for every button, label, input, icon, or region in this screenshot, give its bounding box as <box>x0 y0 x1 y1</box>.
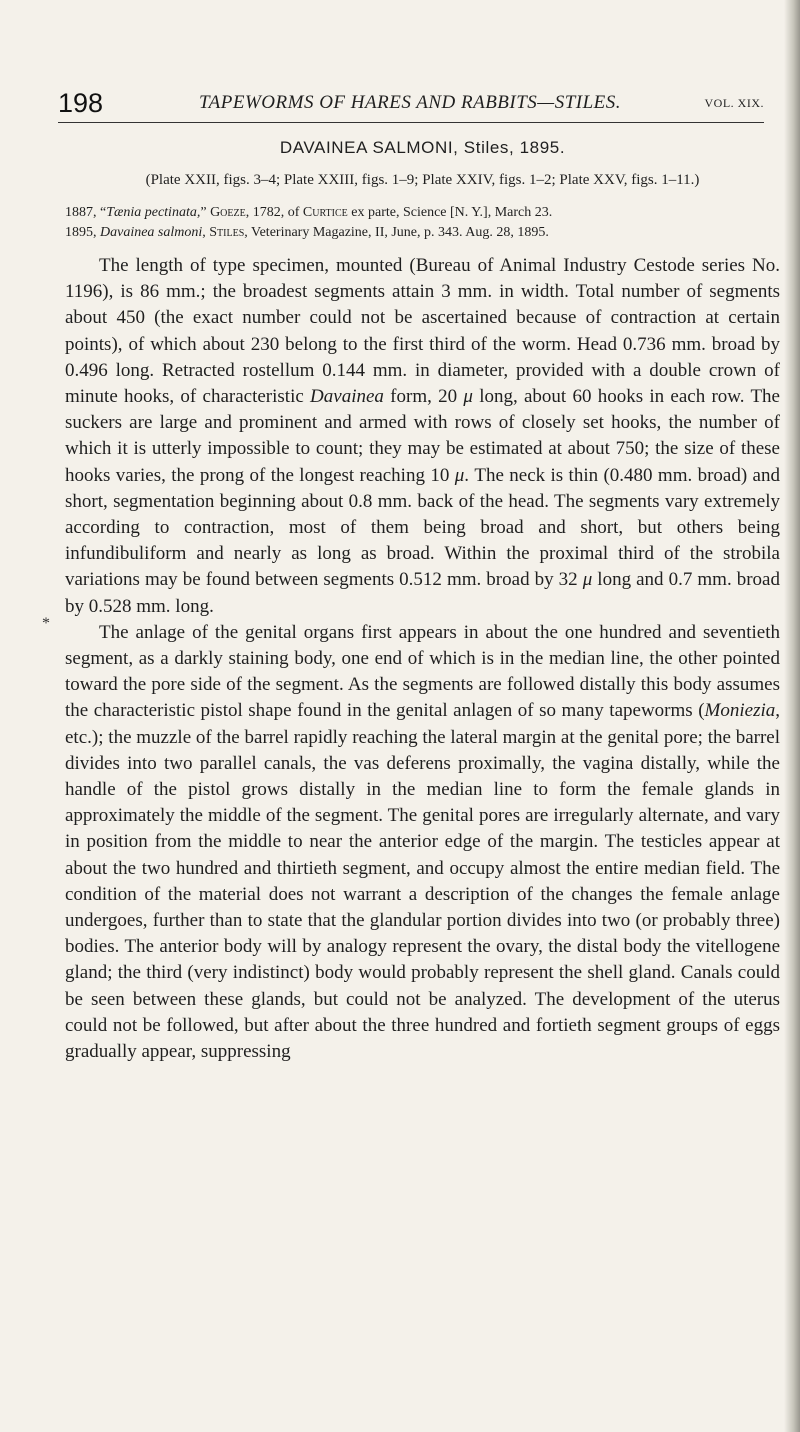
description-paragraph: The anlage of the genital organs first appears in about the one hundred and seventieth segment, as a darkly staining body, one end of which is in the median line, the other pointed toward the pore side of the segment. As the segments are followed distally this body assumes the characteristic pistol shape found in the genital anlagen of so many tapeworms (Moniezia, etc.); the muzzle of the barrel rapidly reaching the lateral margin at the genital pore; the barrel divides into two parallel canals, the vas deferens proximally, the vagina distally, while the handle of the pistol grows distally in the median line to form the female glands in approximately the middle of the segment. The genital pores are irregularly alternate, and vary in position from the middle to near the anterior edge of the margin. The testicles appear at about the two hundred and thirtieth segment, and occupy almost the entire median field. The condition of the material does not warrant a description of the changes the female anlage undergoes, further than to state that the glandular portion divides into two (or probably three) bodies. The anterior body will by analogy represent the ovary, the distal body the vitellogene gland; the third (very indistinct) body would probably represent the shell gland. Canals could be seen between these glands, but could not be analyzed. The development of the uterus could not be followed, but after about the three hundred and fortieth segment groups of eggs gradually appear, suppressing <box>65 621 780 1063</box>
article-body <box>65 138 780 1065</box>
page-edge-shadow <box>784 0 800 1432</box>
running-header <box>58 88 764 123</box>
species-heading: DAVAINEA SALMONI, Stiles, 1895. <box>279 138 566 157</box>
margin-marker: * <box>42 615 50 632</box>
description-paragraph: The length of type specimen, mounted (Bureau of Animal Industry Cestode series No. 1196), is 86 mm.; the broadest segments attain 3 mm. in width. Total number of segments about 450 (the exact number could not be ascertained because of contraction at certain points), of which about 230 belong to the first third of the worm. Head 0.736 mm. broad by 0.496 long. Retracted rostellum 0.144 mm. in diameter, provided with a double crown of minute hooks, of characteristic Davainea form, 20 μ long, about 60 hooks in each row. The suckers are large and prominent and armed with rows of closely set hooks, the number of which it is utterly impossible to count; they may be estimated at about 750; the size of these hooks varies, the prong of the longest reaching 10 μ. The neck is thin (0.480 mm. broad) and short, segmentation beginning about 0.8 mm. back of the head. The segments vary extremely according to contraction, most of them being broad and short, but others being infundibuliform and nearly as long as broad. Within the proximal third of the strobila variations may be found between segments 0.512 mm. broad by 32 μ long and 0.7 mm. broad by 0.528 mm. long. <box>65 255 780 617</box>
synonymy-list <box>65 203 780 243</box>
running-title: TAPEWORMS OF HARES AND RABBITS—STILES. <box>199 92 622 113</box>
page-number: 198 <box>58 88 104 118</box>
plate-references: (Plate XXII, figs. 3–4; Plate XXIII, figs. 1–9; Plate XXIV, figs. 1–2; Plate XXV, figs. 1–11.) <box>145 172 700 188</box>
synonymy-entry: 1895, Davainea salmoni, Stiles, Veterinary Magazine, II, June, p. 343. Aug. 28, 1895. <box>65 225 549 240</box>
synonymy-entry: 1887, “Tænia pectinata,” Goeze, 1782, of Curtice ex parte, Science [N. Y.], March 23. <box>65 205 553 220</box>
volume-label: VOL. XIX. <box>704 96 764 110</box>
